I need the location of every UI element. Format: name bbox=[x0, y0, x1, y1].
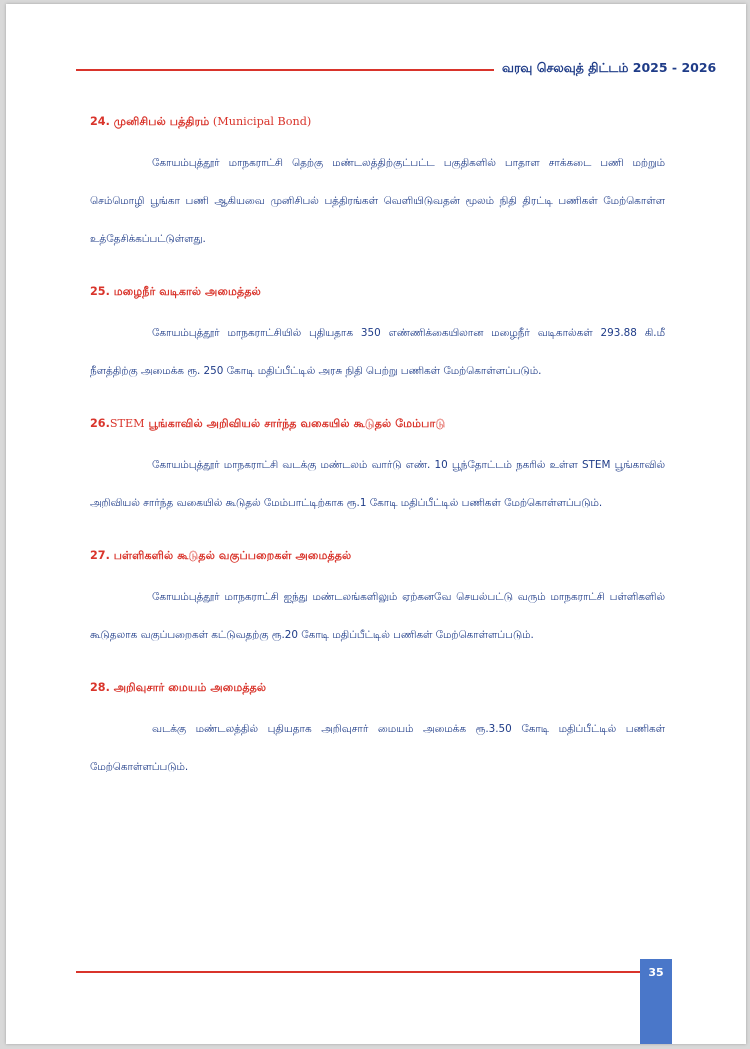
section-paragraph: கோயம்புத்தூர் மாநகராட்சி ஐந்து மண்டலங்களிலும் ஏற்கனவே செயல்பட்டு வரும் மாநகராட்சி பள்ளிகளில் கூடுதலாக வகுப்பறைகள் கட்டுவதற்கு ரூ.20 கோடி மதிப்பீட்டில் பணிகள் மேற்கொள்ளப்படும். bbox=[90, 591, 665, 641]
section-heading-text: 27. பள்ளிகளில் கூடுதல் வகுப்பறைகள் அமைத்தல் bbox=[90, 549, 352, 562]
section-heading-english: STEM bbox=[109, 417, 145, 430]
section-municipal-bond bbox=[90, 112, 665, 258]
section-classrooms bbox=[90, 546, 665, 654]
section-heading-text: 28. அறிவுசார் மையம் அமைத்தல் bbox=[90, 681, 267, 694]
section-heading bbox=[90, 414, 665, 434]
section-paragraph: கோயம்புத்தூர் மாநகராட்சி தெற்கு மண்டலத்திற்குட்பட்ட பகுதிகளில் பாதாள சாக்கடை பணி மற்றும் செம்மொழி பூங்கா பணி ஆகியவை முனிசிபல் பத்திரங்கள் வெளியிடுவதன் மூலம் நிதி திரட்டி பணிகள் மேற்கொள்ள உத்தேசிக்கப்பட்டுள்ளது. bbox=[90, 157, 665, 245]
section-paragraph: கோயம்புத்தூர் மாநகராட்சியில் புதியதாக 350 எண்ணிக்கையிலான மழைநீர் வடிகால்கள் 293.88 கி.மீ நீளத்திற்கு அமைக்க ரூ. 250 கோடி மதிப்பீட்டில் அரசு நிதி பெற்று பணிகள் மேற்கொள்ளப்படும். bbox=[90, 327, 665, 377]
section-heading-text: பூங்காவில் அறிவியல் சார்ந்த வகையில் கூடுதல் மேம்பாடு bbox=[144, 417, 446, 430]
section-paragraph: வடக்கு மண்டலத்தில் புதியதாக அறிவுசார் மையம் அமைக்க ரூ.3.50 கோடி மதிப்பீட்டில் பணிகள் மேற்கொள்ளப்படும். bbox=[90, 723, 665, 773]
section-knowledge-centre bbox=[90, 678, 665, 786]
section-stormwater-drains bbox=[90, 282, 665, 390]
section-heading bbox=[90, 546, 665, 566]
header-rule bbox=[76, 69, 494, 71]
header-title: வரவு செலவுத் திட்டம் 2025 - 2026 bbox=[502, 60, 717, 75]
section-heading-english: (Municipal Bond) bbox=[209, 115, 312, 128]
footer-rule bbox=[76, 971, 646, 973]
section-heading bbox=[90, 112, 665, 132]
document-page bbox=[6, 4, 746, 1044]
page-number: 35 bbox=[648, 966, 664, 979]
section-paragraph: கோயம்புத்தூர் மாநகராட்சி வடக்கு மண்டலம் வார்டு எண். 10 பூந்தோட்டம் நகரில் உள்ள STEM பூங்காவில் அறிவியல் சார்ந்த வகையில் கூடுதல் மேம்பாட்டிற்காக ரூ.1 கோடி மதிப்பீட்டில் பணிகள் மேற்கொள்ளப்படும். bbox=[90, 459, 665, 509]
section-stem-park bbox=[90, 414, 665, 522]
section-heading-text: 24. முனிசிபல் பத்திரம் bbox=[90, 115, 210, 128]
page-number-tab bbox=[640, 959, 672, 1044]
section-heading bbox=[90, 282, 665, 302]
section-heading bbox=[90, 678, 665, 698]
section-heading-number: 26. bbox=[90, 417, 110, 430]
section-heading-text: 25. மழைநீர் வடிகால் அமைத்தல் bbox=[90, 285, 261, 298]
document-content bbox=[90, 112, 665, 810]
